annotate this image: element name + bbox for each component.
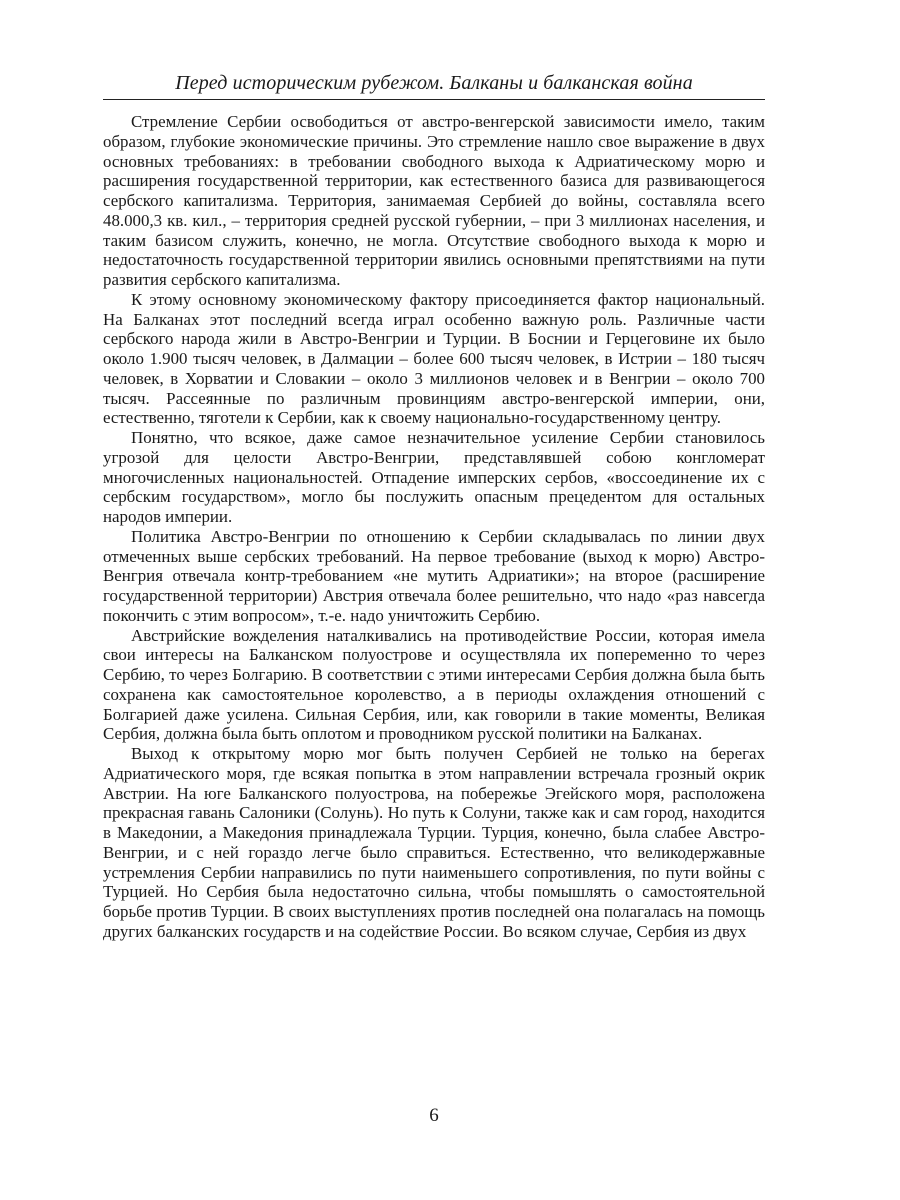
paragraph: Политика Австро-Венгрии по отношению к Сербии складывалась по линии двух отмеченных выше сербских требований. На первое требование (выход к морю) Австро-Венгрия отвечала контр-требованием «не мутить Адриатики»; на второе (расширение государственной территории) Австрия отвечала более решительно, что надо «раз навсегда покончить с этим вопросом», т.-е. надо уничтожить Сербию. — [103, 526, 765, 625]
body-text — [103, 112, 765, 942]
paragraph: Понятно, что всякое, даже самое незначительное усиление Сербии становилось угрозой для целости Австро-Венгрии, представлявшей собою конгломерат многочисленных национальностей. Отпадение имперских сербов, «воссоединение их с сербским государством», могло бы послужить опасным прецедентом для остальных народов империи. — [103, 428, 765, 526]
paragraph: К этому основному экономическому фактору присоединяется фактор национальный. На Балканах этот последний всегда играл особенно важную роль. Различные части сербского народа жили в Австро-Венгрии и Турции. В Боснии и Герцеговине их было около 1.900 тысяч человек, в Далмации – более 600 тысяч человек, в Истрии – 180 тысяч человек, в Хорватии и Словакии – около 3 миллионов человек и в Венгрии – около 700 тысяч. Рассеянные по различным провинциям австро-венгерской империи, они, естественно, тяготели к Сербии, как к своему национально-государственному центру. — [103, 289, 765, 428]
page-number: 6 — [429, 1105, 439, 1126]
paragraph: Выход к открытому морю мог быть получен Сербией не только на берегах Адриатического моря, где всякая попытка в этом направлении встречала грозный окрик Австрии. На юге Балканского полуострова, на побережье Эгейского моря, расположена прекрасная гавань Салоники (Солунь). Но путь к Солуни, также как и сам город, находится в Македонии, а Македония принадлежала Турции. Турция, конечно, была слабее Австро-Венгрии, и с ней гораздо легче было справиться. Естественно, что великодержавные устремления Сербии направились по пути наименьшего сопротивления, по пути войны с Турцией. Но Сербия была недостаточно сильна, чтобы помышлять о самостоятельной борьбе против Турции. В своих выступлениях против последней она полагалась на помощь других балканских государств и на содействие России. Во всяком случае, Сербия из двух — [103, 744, 765, 941]
paragraph: Австрийские вожделения наталкивались на противодействие России, которая имела свои интересы на Балканском полуострове и осуществляла их попеременно то через Сербию, то через Болгарию. В соответствии с этими интересами Сербия должна была быть сохранена как самостоятельное королевство, а в периоды охлаждения отношений с Болгарией даже усилена. Сильная Сербия, или, как говорили в такие моменты, Великая Сербия, должна была быть оплотом и проводником русской политики на Балканах. — [103, 625, 765, 744]
paragraph: Стремление Сербии освободиться от австро-венгерской зависимости имело, таким образом, глубокие экономические причины. Это стремление нашло свое выражение в двух основных требованиях: в требовании свободного выхода к Адриатическому морю и расширения государственной территории, как естественного базиса для развивающегося сербского капитализма. Территория, занимаемая Сербией до войны, составляла всего 48.000,3 кв. кил., – территория средней русской губернии, – при 3 миллионах населения, и таким базисом служить, конечно, не могла. Отсутствие свободного выхода к морю и недостаточность государственной территории явились основными препятствиями на пути развития сербского капитализма. — [103, 112, 765, 289]
running-title: Перед историческим рубежом. Балканы и балканская война — [175, 72, 693, 94]
header-rule — [103, 99, 765, 100]
